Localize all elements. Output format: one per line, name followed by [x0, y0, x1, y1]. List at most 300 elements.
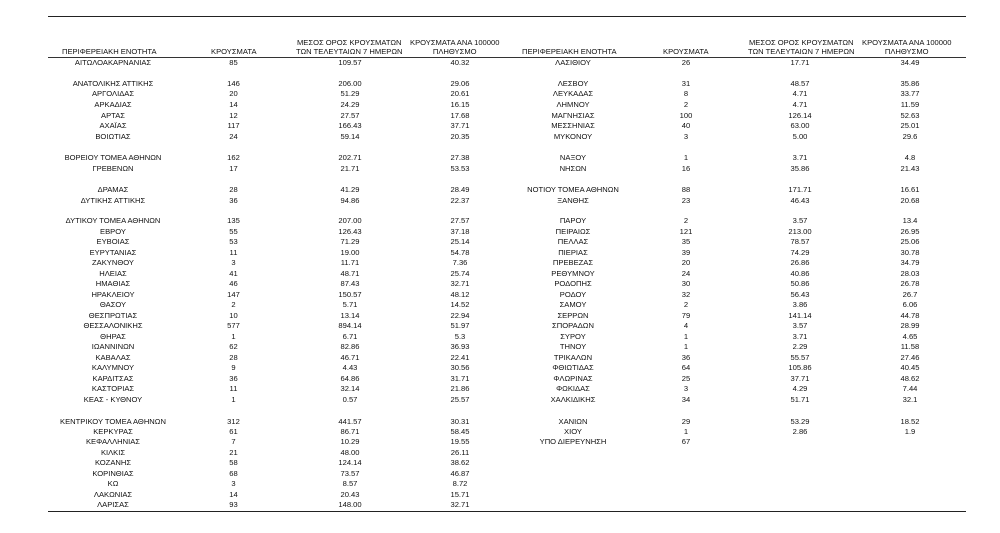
header-per-line1: ΚΡΟΥΣΜΑΤΑ ΑΝΑ 100000	[862, 38, 952, 47]
cases-cell: 147	[227, 290, 240, 299]
cases-cell: 1	[683, 332, 689, 341]
avg-cell: 32.14	[340, 384, 360, 393]
region-name-cell: ΕΥΡΥΤΑΝΙΑΣ	[89, 248, 137, 257]
header-region-right	[522, 47, 617, 56]
region-name-cell: ΡΕΘΥΜΝΟΥ	[551, 269, 595, 278]
per-capita-cell: 30.56	[450, 363, 470, 372]
per-capita-cell: 15.71	[450, 490, 470, 499]
cases-cell: 17	[229, 164, 238, 173]
region-name-cell: ΧΑΝΙΩΝ	[558, 417, 588, 426]
per-capita-cell: 37.18	[450, 227, 470, 236]
header-avg-line2: ΤΩΝ ΤΕΛΕΥΤΑΙΩΝ 7 ΗΜΕΡΩΝ	[296, 47, 403, 56]
avg-cell: 166.43	[338, 121, 362, 130]
header-cases-left	[211, 47, 257, 56]
cases-cell: 12	[229, 111, 238, 120]
avg-cell: 74.29	[790, 248, 810, 257]
header-region-label: ΠΕΡΙΦΕΡΕΙΑΚΗ ΕΝΟΤΗΤΑ	[62, 47, 157, 56]
avg-cell: 63.00	[790, 121, 810, 130]
region-name-cell: ΗΜΑΘΙΑΣ	[95, 279, 131, 288]
per-capita-cell: 28.03	[900, 269, 920, 278]
cases-cell: 36	[681, 353, 691, 362]
header-avg-line2: ΤΩΝ ΤΕΛΕΥΤΑΙΩΝ 7 ΗΜΕΡΩΝ	[748, 47, 855, 56]
per-capita-cell: 32.71	[450, 500, 470, 509]
cases-cell: 14	[229, 490, 238, 499]
cases-cell: 16	[681, 164, 691, 173]
top-rule	[48, 16, 966, 17]
region-name-cell: ΚΟΖΑΝΗΣ	[94, 458, 132, 467]
avg-cell: 35.86	[790, 164, 810, 173]
region-name-cell: ΚΕΡΚΥΡΑΣ	[93, 427, 133, 436]
region-name-cell: ΠΕΛΛΑΣ	[557, 237, 589, 246]
region-name-cell: ΛΗΜΝΟΥ	[556, 100, 590, 109]
per-capita-cell: 29.06	[450, 79, 470, 88]
cases-cell: 36	[229, 196, 238, 205]
avg-cell: 126.14	[788, 111, 812, 120]
avg-cell: 46.71	[340, 353, 360, 362]
per-capita-cell: 37.71	[450, 121, 470, 130]
cases-cell: 1	[231, 332, 236, 341]
cases-cell: 14	[229, 100, 238, 109]
avg-cell: 3.57	[792, 216, 808, 225]
per-capita-cell: 31.71	[450, 374, 470, 383]
cases-cell: 21	[229, 448, 238, 457]
avg-cell: 17.71	[790, 58, 810, 67]
region-name-cell: ΛΕΣΒΟΥ	[557, 79, 589, 88]
region-name-cell: ΒΟΙΩΤΙΑΣ	[95, 132, 131, 141]
cases-cell: 2	[231, 300, 236, 309]
cases-cell: 3	[231, 479, 236, 488]
per-capita-cell: 26.95	[900, 227, 920, 236]
region-name-cell: ΠΕΙΡΑΙΩΣ	[555, 227, 591, 236]
per-capita-cell: 27.38	[450, 153, 470, 162]
avg-cell: 50.86	[790, 279, 810, 288]
per-capita-cell: 1.9	[904, 427, 916, 436]
region-name-cell: ΔΥΤΙΚΟΥ ΤΟΜΕΑ ΑΘΗΝΩΝ	[65, 216, 161, 225]
bottom-rule	[48, 511, 966, 512]
header-cases-right	[663, 47, 709, 56]
cases-cell: 135	[227, 216, 240, 225]
avg-cell: 86.71	[340, 427, 360, 436]
per-capita-cell: 22.37	[450, 196, 470, 205]
per-capita-cell: 48.62	[900, 374, 920, 383]
per-capita-cell: 13.4	[902, 216, 918, 225]
per-capita-cell: 20.61	[450, 89, 470, 98]
region-name-cell: ΘΑΣΟΥ	[99, 300, 127, 309]
cases-cell: 1	[683, 427, 689, 436]
cases-cell: 26	[681, 58, 691, 67]
cases-cell: 32	[681, 290, 691, 299]
avg-cell: 2.86	[792, 427, 808, 436]
cases-cell: 11	[229, 384, 238, 393]
region-name-cell: ΑΡΤΑΣ	[101, 111, 125, 120]
region-name-cell: ΑΡΓΟΛΙΔΑΣ	[91, 89, 135, 98]
header-avg-line1: ΜΕΣΟΣ ΟΡΟΣ ΚΡΟΥΣΜΑΤΩΝ	[748, 38, 854, 47]
cases-cell: 29	[681, 417, 691, 426]
cases-cell: 34	[681, 395, 691, 404]
avg-cell: 55.57	[790, 353, 810, 362]
cases-cell: 93	[229, 500, 238, 509]
region-name-cell: ΧΙΟΥ	[564, 427, 582, 436]
avg-cell: 213.00	[788, 227, 812, 236]
region-name-cell: ΛΑΣΙΘΙΟΥ	[555, 58, 591, 67]
avg-cell: 87.43	[340, 279, 360, 288]
per-capita-cell: 16.61	[900, 185, 920, 194]
per-capita-cell: 17.68	[450, 111, 470, 120]
region-name-cell: ΣΑΜΟΥ	[559, 300, 587, 309]
avg-cell: 11.71	[340, 258, 360, 267]
region-name-cell: ΑΙΤΩΛΟΑΚΑΡΝΑΝΙΑΣ	[74, 58, 152, 67]
per-capita-cell: 54.78	[450, 248, 470, 257]
avg-cell: 27.57	[340, 111, 360, 120]
avg-cell: 73.57	[340, 469, 360, 478]
per-capita-cell: 48.12	[450, 290, 470, 299]
cases-cell: 23	[681, 196, 691, 205]
avg-cell: 41.29	[340, 185, 360, 194]
avg-cell: 21.71	[340, 164, 360, 173]
per-capita-cell: 46.87	[450, 469, 470, 478]
per-capita-cell: 27.46	[900, 353, 920, 362]
cases-cell: 121	[679, 227, 693, 236]
per-capita-cell: 25.06	[900, 237, 920, 246]
avg-cell: 59.14	[340, 132, 360, 141]
cases-cell: 20	[681, 258, 691, 267]
region-name-cell: ΛΑΡΙΣΑΣ	[97, 500, 129, 509]
per-capita-cell: 27.57	[450, 216, 470, 225]
header-region-left	[62, 47, 157, 56]
cases-cell: 36	[229, 374, 238, 383]
avg-cell: 171.71	[788, 185, 812, 194]
cases-cell: 53	[229, 237, 238, 246]
per-capita-cell: 6.06	[902, 300, 918, 309]
per-capita-cell: 34.79	[900, 258, 920, 267]
region-name-cell: ΣΕΡΡΩΝ	[557, 311, 589, 320]
region-name-cell: ΠΙΕΡΙΑΣ	[558, 248, 588, 257]
per-capita-cell: 22.94	[450, 311, 470, 320]
avg-cell: 56.43	[790, 290, 810, 299]
region-name-cell: ΦΘΙΩΤΙΔΑΣ	[552, 363, 594, 372]
region-name-cell: ΝΟΤΙΟΥ ΤΟΜΕΑ ΑΘΗΝΩΝ	[527, 185, 619, 194]
cases-cell: 64	[681, 363, 691, 372]
per-capita-cell: 28.99	[900, 321, 920, 330]
per-capita-cell: 30.31	[450, 417, 470, 426]
region-name-cell: ΛΕΥΚΑΔΑΣ	[552, 89, 594, 98]
cases-cell: 25	[681, 374, 691, 383]
region-name-cell: ΗΡΑΚΛΕΙΟΥ	[91, 290, 135, 299]
avg-cell: 4.71	[792, 89, 808, 98]
avg-cell: 894.14	[338, 321, 362, 330]
cases-cell: 67	[681, 437, 691, 446]
region-name-cell: ΜΕΣΣΗΝΙΑΣ	[551, 121, 595, 130]
avg-cell: 5.00	[792, 132, 808, 141]
per-capita-cell: 26.7	[902, 290, 918, 299]
cases-cell: 9	[231, 363, 236, 372]
region-name-cell: ΑΝΑΤΟΛΙΚΗΣ ΑΤΤΙΚΗΣ	[72, 79, 154, 88]
cases-cell: 24	[229, 132, 238, 141]
per-capita-cell: 40.32	[450, 58, 470, 67]
region-name-cell: ΕΥΒΟΙΑΣ	[96, 237, 130, 246]
header-per-right	[862, 38, 951, 56]
cases-cell: 146	[227, 79, 240, 88]
avg-cell: 441.57	[338, 417, 362, 426]
header-per-line2: ΠΛΗΘΥΣΜΟ	[884, 47, 929, 56]
cases-cell: 10	[229, 311, 238, 320]
avg-cell: 148.00	[338, 500, 362, 509]
cases-cell: 3	[683, 384, 689, 393]
per-capita-cell: 26.11	[450, 448, 470, 457]
per-capita-cell: 8.72	[452, 479, 468, 488]
region-name-cell: ΜΑΓΝΗΣΙΑΣ	[551, 111, 595, 120]
cases-cell: 2	[683, 216, 689, 225]
cases-cell: 3	[683, 132, 689, 141]
per-capita-cell: 14.52	[450, 300, 470, 309]
avg-cell: 13.14	[340, 311, 360, 320]
region-name-cell: ΘΕΣΠΡΩΤΙΑΣ	[88, 311, 138, 320]
region-name-cell: ΣΥΡΟΥ	[560, 332, 586, 341]
header-cases-label: ΚΡΟΥΣΜΑΤΑ	[211, 47, 257, 56]
avg-cell: 46.43	[790, 196, 810, 205]
avg-cell: 19.00	[340, 248, 360, 257]
cases-cell: 1	[231, 395, 236, 404]
per-capita-cell: 25.01	[900, 121, 920, 130]
per-capita-cell: 11.59	[900, 100, 920, 109]
avg-cell: 51.71	[790, 395, 810, 404]
cases-cell: 20	[229, 89, 238, 98]
cases-cell: 1	[683, 153, 689, 162]
region-name-cell: ΙΩΑΝΝΙΝΩΝ	[91, 342, 135, 351]
region-name-cell: ΑΧΑΪΑΣ	[99, 121, 127, 130]
avg-cell: 51.29	[340, 89, 360, 98]
avg-cell: 37.71	[790, 374, 810, 383]
cases-cell: 68	[229, 469, 238, 478]
per-capita-cell: 11.58	[900, 342, 920, 351]
avg-cell: 2.29	[792, 342, 808, 351]
avg-cell: 141.14	[788, 311, 812, 320]
avg-cell: 82.86	[340, 342, 360, 351]
avg-cell: 202.71	[338, 153, 362, 162]
avg-cell: 126.43	[338, 227, 362, 236]
region-name-cell: ΤΗΝΟΥ	[559, 342, 587, 351]
header-avg-line1: ΜΕΣΟΣ ΟΡΟΣ ΚΡΟΥΣΜΑΤΩΝ	[296, 38, 402, 47]
per-capita-cell: 26.78	[900, 279, 920, 288]
avg-cell: 71.29	[340, 237, 360, 246]
region-name-cell: ΚΙΛΚΙΣ	[100, 448, 126, 457]
region-name-cell: ΠΑΡΟΥ	[559, 216, 587, 225]
region-name-cell: ΖΑΚΥΝΘΟΥ	[92, 258, 134, 267]
avg-cell: 48.00	[340, 448, 360, 457]
cases-cell: 35	[681, 237, 691, 246]
per-capita-cell: 29.6	[902, 132, 918, 141]
per-capita-cell: 25.14	[450, 237, 470, 246]
cases-cell: 41	[229, 269, 238, 278]
avg-cell: 24.29	[340, 100, 360, 109]
region-name-cell: ΜΥΚΟΝΟΥ	[553, 132, 593, 141]
cases-cell: 46	[229, 279, 238, 288]
avg-cell: 48.57	[790, 79, 810, 88]
avg-cell: 94.86	[340, 196, 360, 205]
per-capita-cell: 52.63	[900, 111, 920, 120]
cases-cell: 28	[229, 185, 238, 194]
per-capita-cell: 28.49	[450, 185, 470, 194]
region-name-cell: ΕΒΡΟΥ	[100, 227, 126, 236]
region-name-cell: ΠΡΕΒΕΖΑΣ	[552, 258, 594, 267]
cases-cell: 577	[227, 321, 240, 330]
cases-cell: 88	[681, 185, 691, 194]
per-capita-cell: 25.74	[450, 269, 470, 278]
per-capita-cell: 53.53	[450, 164, 470, 173]
region-name-cell: ΑΡΚΑΔΙΑΣ	[94, 100, 132, 109]
per-capita-cell: 35.86	[900, 79, 920, 88]
avg-cell: 4.29	[792, 384, 808, 393]
avg-cell: 3.86	[792, 300, 808, 309]
region-name-cell: ΚΑΒΑΛΑΣ	[95, 353, 131, 362]
avg-cell: 109.57	[338, 58, 362, 67]
per-capita-cell: 16.15	[450, 100, 470, 109]
cases-cell: 1	[683, 342, 689, 351]
per-capita-cell: 18.52	[900, 417, 920, 426]
per-capita-cell: 36.93	[450, 342, 470, 351]
cases-cell: 40	[681, 121, 691, 130]
avg-cell: 3.71	[792, 332, 808, 341]
region-name-cell: ΧΑΛΚΙΔΙΚΗΣ	[550, 395, 596, 404]
cases-cell: 24	[681, 269, 691, 278]
region-name-cell: ΚΕΑΣ - ΚΥΘΝΟΥ	[83, 395, 143, 404]
per-capita-cell: 32.71	[450, 279, 470, 288]
cases-cell: 100	[679, 111, 693, 120]
avg-cell: 0.57	[342, 395, 358, 404]
cases-cell: 162	[227, 153, 240, 162]
avg-cell: 3.71	[792, 153, 808, 162]
avg-cell: 5.71	[342, 300, 358, 309]
avg-cell: 105.86	[788, 363, 812, 372]
per-capita-cell: 19.55	[450, 437, 470, 446]
per-capita-cell: 30.78	[900, 248, 920, 257]
region-name-cell: ΞΑΝΘΗΣ	[557, 196, 589, 205]
cases-cell: 11	[229, 248, 238, 257]
per-capita-cell: 5.3	[454, 332, 466, 341]
cases-cell: 3	[231, 258, 236, 267]
region-name-cell: ΔΥΤΙΚΗΣ ΑΤΤΙΚΗΣ	[80, 196, 146, 205]
region-name-cell: ΒΟΡΕΙΟΥ ΤΟΜΕΑ ΑΘΗΝΩΝ	[64, 153, 162, 162]
avg-cell: 10.29	[340, 437, 360, 446]
per-capita-cell: 51.97	[450, 321, 470, 330]
region-name-cell: ΡΟΔΟΠΗΣ	[554, 279, 592, 288]
cases-cell: 2	[683, 100, 689, 109]
cases-cell: 117	[227, 121, 240, 130]
per-capita-cell: 4.65	[902, 332, 918, 341]
avg-cell: 150.57	[338, 290, 362, 299]
per-capita-cell: 7.44	[902, 384, 918, 393]
region-name-cell: ΦΛΩΡΙΝΑΣ	[553, 374, 593, 383]
region-name-cell: ΤΡΙΚΑΛΩΝ	[553, 353, 593, 362]
cases-cell: 30	[681, 279, 691, 288]
cases-cell: 79	[681, 311, 691, 320]
header-avg-left	[296, 38, 403, 56]
avg-cell: 48.71	[340, 269, 360, 278]
cases-cell: 8	[683, 89, 689, 98]
per-capita-cell: 7.36	[452, 258, 468, 267]
avg-cell: 78.57	[790, 237, 810, 246]
cases-cell: 7	[231, 437, 236, 446]
region-name-cell: ΝΗΣΩΝ	[559, 164, 587, 173]
header-region-label: ΠΕΡΙΦΕΡΕΙΑΚΗ ΕΝΟΤΗΤΑ	[522, 47, 617, 56]
per-capita-cell: 38.62	[450, 458, 470, 467]
avg-cell: 40.86	[790, 269, 810, 278]
avg-cell: 4.43	[342, 363, 358, 372]
region-name-cell: ΣΠΟΡΑΔΩΝ	[552, 321, 594, 330]
per-capita-cell: 22.41	[450, 353, 470, 362]
region-name-cell: ΘΗΡΑΣ	[100, 332, 126, 341]
region-name-cell: ΚΑΡΔΙΤΣΑΣ	[92, 374, 134, 383]
avg-cell: 124.14	[338, 458, 362, 467]
per-capita-cell: 21.86	[450, 384, 470, 393]
avg-cell: 20.43	[340, 490, 360, 499]
region-name-cell: ΛΑΚΩΝΙΑΣ	[93, 490, 133, 499]
cases-cell: 61	[229, 427, 238, 436]
avg-cell: 207.00	[338, 216, 362, 225]
avg-cell: 206.00	[338, 79, 362, 88]
region-name-cell: ΚΑΛΥΜΝΟΥ	[91, 363, 135, 372]
per-capita-cell: 4.8	[904, 153, 916, 162]
region-name-cell: ΘΕΣΣΑΛΟΝΙΚΗΣ	[83, 321, 143, 330]
per-capita-cell: 25.57	[450, 395, 470, 404]
header-avg-right	[748, 38, 855, 56]
region-name-cell: ΚΩ	[107, 479, 119, 488]
region-name-cell: ΚΟΡΙΝΘΙΑΣ	[92, 469, 134, 478]
avg-cell: 4.71	[792, 100, 808, 109]
header-per-line1: ΚΡΟΥΣΜΑΤΑ ΑΝΑ 100000	[410, 38, 500, 47]
avg-cell: 3.57	[792, 321, 808, 330]
avg-cell: 26.86	[790, 258, 810, 267]
region-name-cell: ΓΡΕΒΕΝΩΝ	[92, 164, 134, 173]
cases-cell: 85	[229, 58, 238, 67]
cases-cell: 58	[229, 458, 238, 467]
region-name-cell: ΔΡΑΜΑΣ	[97, 185, 129, 194]
cases-cell: 55	[229, 227, 238, 236]
region-name-cell: ΡΟΔΟΥ	[559, 290, 587, 299]
region-name-cell: ΗΛΕΙΑΣ	[99, 269, 127, 278]
region-name-cell: ΚΑΣΤΟΡΙΑΣ	[91, 384, 135, 393]
region-name-cell: ΚΕΦΑΛΛΗΝΙΑΣ	[85, 437, 141, 446]
cases-cell: 312	[227, 417, 240, 426]
header-per-left	[410, 38, 499, 56]
per-capita-cell: 33.77	[900, 89, 920, 98]
region-name-cell: ΚΕΝΤΡΙΚΟΥ ΤΟΜΕΑ ΑΘΗΝΩΝ	[60, 417, 166, 426]
per-capita-cell: 58.45	[450, 427, 470, 436]
avg-cell: 8.57	[342, 479, 358, 488]
cases-cell: 31	[681, 79, 691, 88]
per-capita-cell: 21.43	[900, 164, 920, 173]
per-capita-cell: 40.45	[900, 363, 920, 372]
per-capita-cell: 34.49	[900, 58, 920, 67]
header-per-line2: ΠΛΗΘΥΣΜΟ	[432, 47, 477, 56]
per-capita-cell: 44.78	[900, 311, 920, 320]
avg-cell: 6.71	[342, 332, 358, 341]
region-name-cell: ΝΑΞΟΥ	[559, 153, 587, 162]
header-cases-label: ΚΡΟΥΣΜΑΤΑ	[663, 47, 709, 56]
per-capita-cell: 20.35	[450, 132, 470, 141]
avg-cell: 64.86	[340, 374, 360, 383]
region-name-cell: ΦΩΚΙΔΑΣ	[556, 384, 590, 393]
cases-cell: 4	[683, 321, 689, 330]
region-name-cell: ΥΠΟ ΔΙΕΡΕΥΝΗΣΗ	[539, 437, 607, 446]
cases-cell: 39	[681, 248, 691, 257]
cases-cell: 2	[683, 300, 689, 309]
per-capita-cell: 32.1	[902, 395, 918, 404]
cases-cell: 28	[229, 353, 238, 362]
cases-cell: 62	[229, 342, 238, 351]
avg-cell: 53.29	[790, 417, 810, 426]
per-capita-cell: 20.68	[900, 196, 920, 205]
